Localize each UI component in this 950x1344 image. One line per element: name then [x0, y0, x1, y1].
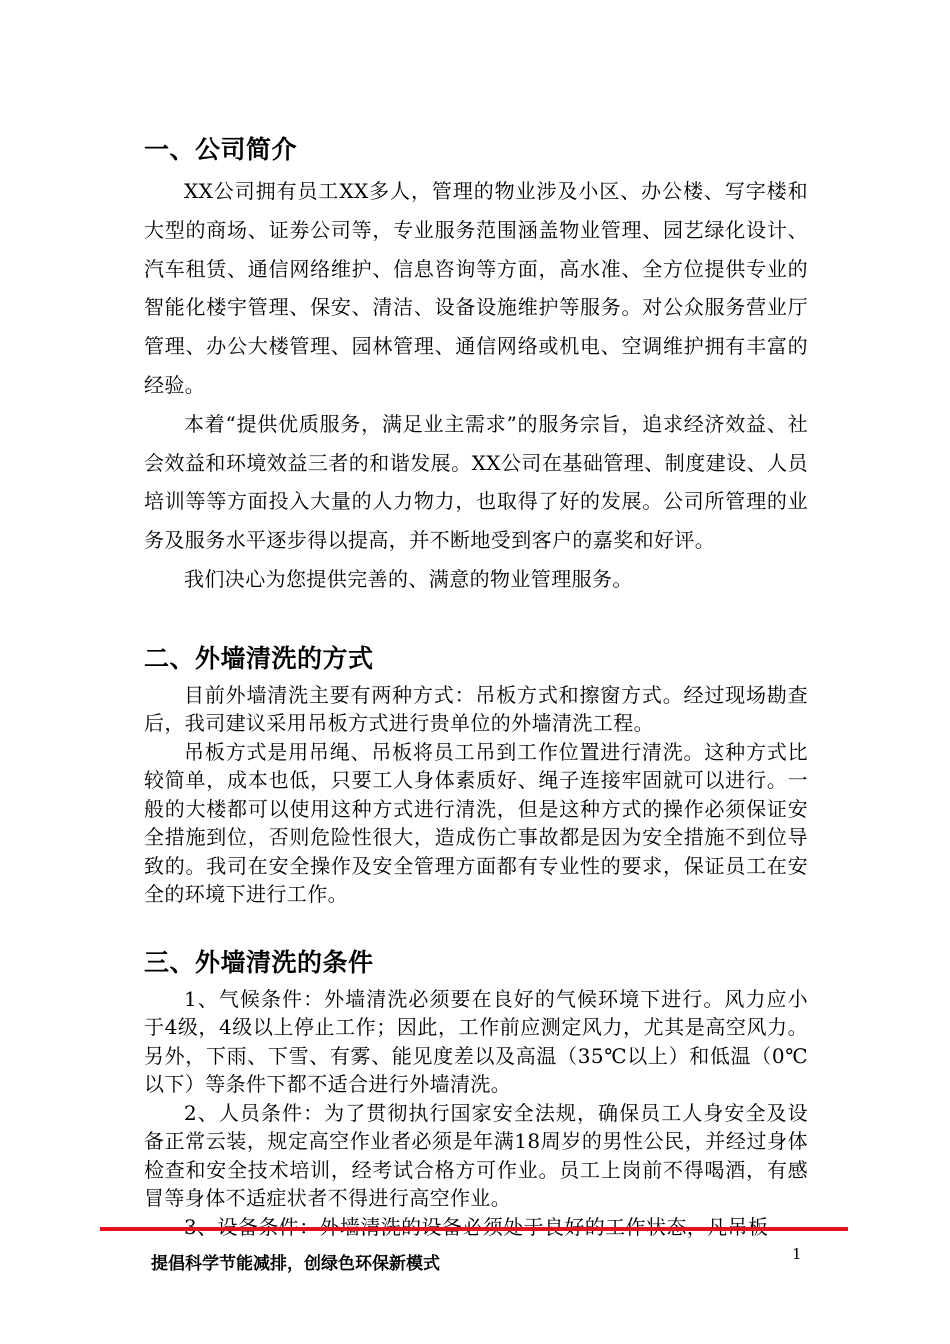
- section-cleaning-methods: [144, 637, 808, 909]
- section-company-intro: [144, 128, 808, 599]
- section-cleaning-conditions: [144, 941, 808, 1242]
- paragraph: 我们决心为您提供完善的、满意的物业管理服务。: [184, 566, 633, 591]
- paragraph: 本着“提供优质服务，满足业主需求”的服务宗旨，追求经济效益、社会效益和环境效益三者的和谐发展。XX公司在基础管理、制度建设、人员培训等等方面投入大量的人力物力，也取得了好的发展。公司所管理的业务及服务水平逐步得以提高，并不断地受到客户的嘉奖和好评。: [144, 411, 808, 553]
- paragraph: XX公司拥有员工XX多人，管理的物业涉及小区、办公楼、写字楼和大型的商场、证劵公司等，专业服务范围涵盖物业管理、园艺绿化设计、汽车租赁、通信网络维护、信息咨询等方面，高水准、全方位提供专业的智能化楼宇管理、保安、清洁、设备设施维护等服务。对公众服务营业厅管理、办公大楼管理、园林管理、通信网络或机电、空调维护拥有丰富的经验。: [144, 179, 808, 397]
- section-heading: 二、外墙清洗的方式: [144, 643, 374, 673]
- footer-divider: [100, 1227, 848, 1231]
- footer-slogan: 提倡科学节能减排，创绿色环保新模式: [151, 1254, 440, 1274]
- paragraph: 目前外墙清洗主要有两种方式：吊板方式和擦窗方式。经过现场勘查后，我司建议采用吊板方式进行贵单位的外墙清洗工程。: [144, 682, 808, 736]
- section-heading: 一、公司简介: [144, 135, 298, 164]
- page-number: 1: [792, 1245, 802, 1263]
- paragraph: 2、人员条件：为了贯彻执行国家安全法规，确保员工人身安全及设备正常云装，规定高空作业者必须是年满18周岁的男性公民，并经过身体检查和安全技术培训，经考试合格方可作业。员工上岗前不得喝酒，有感冒等身体不适症状者不得进行高空作业。: [144, 1100, 808, 1211]
- paragraph: 吊板方式是用吊绳、吊板将员工吊到工作位置进行清洗。这种方式比较简单，成本也低，只要工人身体素质好、绳子连接牢固就可以进行。一般的大楼都可以使用这种方式进行清洗，但是这种方式的操作必须保证安全措施到位，否则危险性很大，造成伤亡事故都是因为安全措施不到位导致的。我司在安全操作及安全管理方面都有专业性的要求，保证员工在安全的环境下进行工作。: [144, 739, 808, 907]
- paragraph: 1、气候条件：外墙清洗必须要在良好的气候环境下进行。风力应小于4级，4级以上停止工作；因此，工作前应测定风力，尤其是高空风力。另外，下雨、下雪、有雾、能见度差以及高温（35℃以上）和低温（0℃以下）等条件下都不适合进行外墙清洗。: [144, 986, 808, 1097]
- page-content: [144, 128, 808, 1241]
- section-heading: 三、外墙清洗的条件: [144, 947, 374, 977]
